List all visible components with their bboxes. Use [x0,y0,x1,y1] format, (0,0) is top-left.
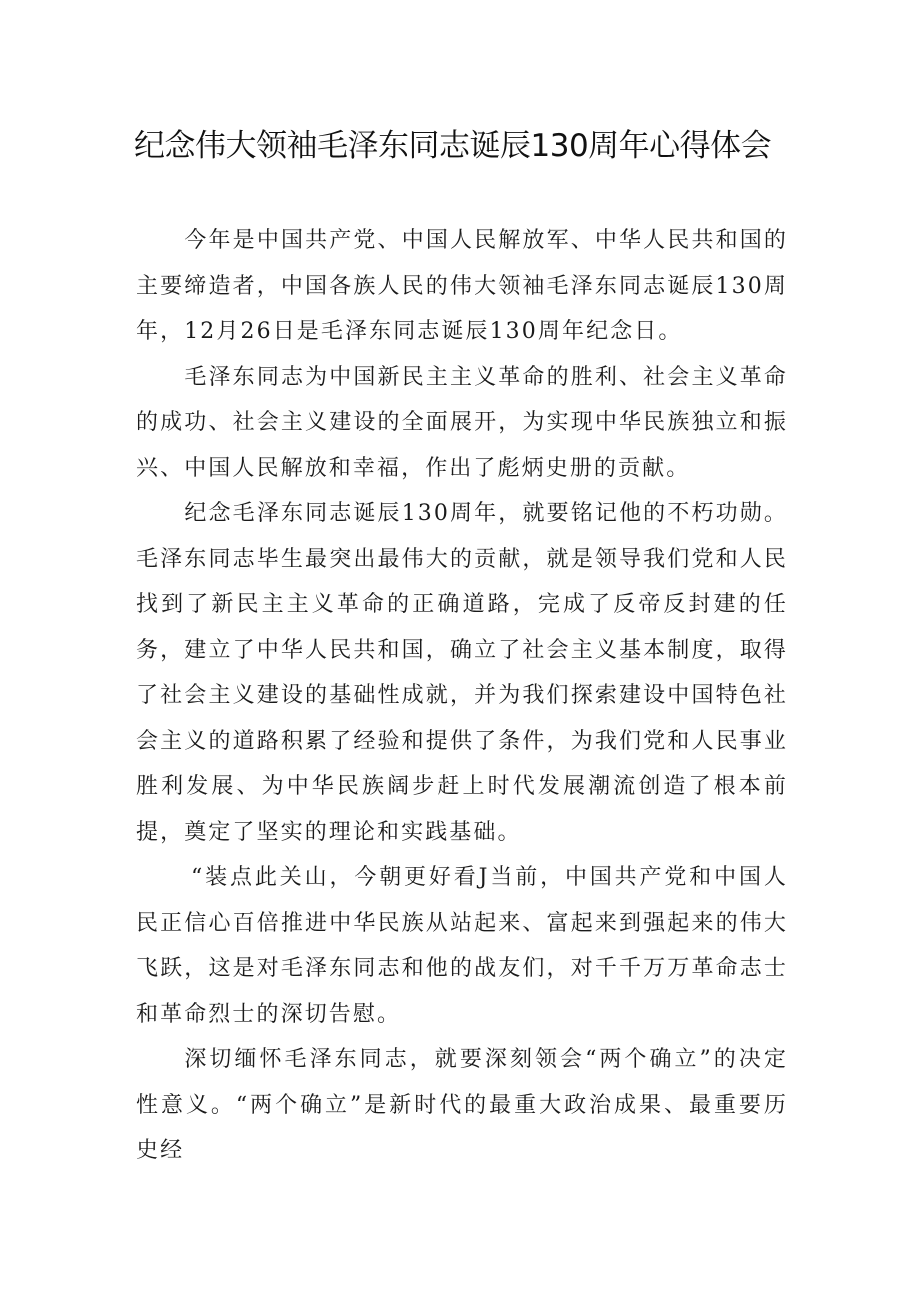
document-body [136,218,788,1174]
paragraph-intro: 今年是中国共产党、中国人民解放军、中华人民共和国的主要缔造者，中国各族人民的伟大领袖毛泽东同志诞辰130周年，12月26日是毛泽东同志诞辰130周年纪念日。 [136,228,788,344]
document-title: 纪念伟大领袖毛泽东同志诞辰130周年心得体会 [134,128,772,164]
paragraph-two-establishments: 深切缅怀毛泽东同志，就要深刻领会“两个确立”的决定性意义。“两个确立”是新时代的最重大政治成果、最重要历史经 [136,1047,788,1163]
paragraph-contributions: 毛泽东同志为中国新民主主义革命的胜利、社会主义革命的成功、社会主义建设的全面展开，为实现中华民族独立和振兴、中国人民解放和幸福，作出了彪炳史册的贡献。 [136,364,788,481]
paragraph-poem-quote: “装点此关山，今朝更好看J当前，中国共产党和中国人民正信心百倍推进中华民族从站起来、富起来到强起来的伟大飞跃，这是对毛泽东同志和他的战友们，对千千万万革命志士和革命烈士的深切告慰。 [136,865,788,1027]
paragraph-achievements: 纪念毛泽东同志诞辰130周年，就要铭记他的不朽功勋。毛泽东同志毕生最突出最伟大的贡献，就是领导我们党和人民找到了新民主主义革命的正确道路，完成了反帝反封建的任务，建立了中华人民共和国，确立了社会主义基本制度，取得了社会主义建设的基础性成就，并为我们探索建设中国特色社会主义的道路积累了经验和提供了条件，为我们党和人民事业胜利发展、为中华民族阔步赶上时代发展潮流创造了根本前提，奠定了坚实的理论和实践基础。 [136,501,788,845]
